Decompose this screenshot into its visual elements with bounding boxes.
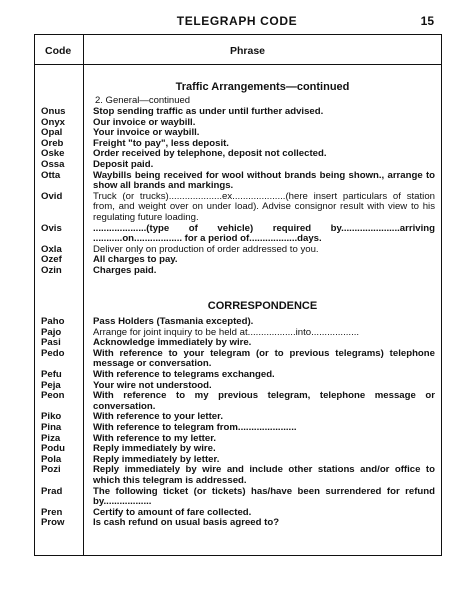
phrase-text: Deliver only on production of order addressed to you. <box>93 243 319 255</box>
code-column-header: Code <box>45 45 72 57</box>
code-word: Pedo <box>41 347 65 359</box>
phrase-text: Our invoice or waybill. <box>93 116 196 128</box>
section-title-correspondence: CORRESPONDENCE <box>207 300 318 312</box>
table-row <box>35 317 441 328</box>
header-rule <box>35 64 441 65</box>
phrase-text: Order received by telephone, deposit not collected. <box>93 148 327 160</box>
code-word: Oske <box>41 148 65 160</box>
phrase-text: Charges paid. <box>93 264 157 276</box>
table-row <box>35 107 441 118</box>
code-word: Pren <box>41 506 63 518</box>
phrase-text: Is cash refund on usual basis agreed to? <box>93 517 280 529</box>
code-word: Pozi <box>41 464 61 476</box>
code-word: Oxla <box>41 243 62 255</box>
page-number: 15 <box>420 14 434 28</box>
phrase-text: Reply immediately by wire. <box>93 443 216 455</box>
code-word: Prad <box>41 485 63 497</box>
phrase-text: With reference to my previous telegram, telephone message or conversation. <box>93 390 435 412</box>
table-row <box>35 391 441 412</box>
code-word: Pefu <box>41 368 62 380</box>
code-word: Peja <box>41 379 61 391</box>
phrase-text: Reply immediately by wire and include other stations and/or office to which this telegram is addressed. <box>93 464 435 486</box>
code-word: Pina <box>41 421 62 433</box>
phrase-text: With reference to your letter. <box>93 411 223 423</box>
code-word: Peon <box>41 390 65 402</box>
table-row <box>35 160 441 171</box>
code-word: Ozef <box>41 254 62 266</box>
phrase-text: Truck (or trucks)....................ex....................(here insert particulars of station from, and weight over on under load). Advise consignor result with view to his regulating future loading. <box>93 190 435 223</box>
code-word: Otta <box>41 169 61 181</box>
section-subheading: 2. General—continued <box>95 95 191 106</box>
table-row <box>35 518 441 529</box>
phrase-text: With reference to telegram from...................... <box>93 421 297 433</box>
phrase-column-header: Phrase <box>230 45 266 57</box>
table-row <box>35 423 441 434</box>
code-word: Prow <box>41 517 65 529</box>
code-word: Paho <box>41 316 65 327</box>
code-word: Piza <box>41 432 61 444</box>
phrase-text: Acknowledge immediately by wire. <box>93 337 252 349</box>
phrase-text: With reference to your telegram (or to previous telegrams) telephone message or conversation. <box>93 347 435 370</box>
correspondence-rows <box>35 317 441 529</box>
table-row <box>35 266 441 277</box>
phrase-text: Waybills being received for wool without brands being shown., arrange to show all brands and markings. <box>93 169 435 192</box>
code-word: Podu <box>41 443 65 455</box>
table-row <box>35 487 441 508</box>
code-word: Pasi <box>41 337 61 349</box>
table-row <box>35 224 441 245</box>
table-row <box>35 465 441 486</box>
table-row <box>35 349 441 370</box>
code-word: Pola <box>41 453 62 465</box>
code-word: Onyx <box>41 116 65 128</box>
table-row <box>35 370 441 381</box>
phrase-text: With reference to telegrams exchanged. <box>93 368 275 380</box>
code-word: Onus <box>41 106 66 117</box>
phrase-text: Reply immediately by letter. <box>93 453 220 465</box>
phrase-text: Your wire not understood. <box>93 379 212 391</box>
phrase-text: Your invoice or waybill. <box>93 127 200 139</box>
code-word: Opal <box>41 127 63 139</box>
code-word: Ozin <box>41 264 62 276</box>
code-table <box>34 34 442 556</box>
table-row <box>35 192 441 224</box>
code-word: Pajo <box>41 326 62 338</box>
code-word: Ovis <box>41 222 62 234</box>
code-word: Oreb <box>41 137 64 149</box>
phrase-text: Pass Holders (Tasmania excepted). <box>93 316 254 327</box>
section-title-traffic: Traffic Arrangements—continued <box>175 81 350 93</box>
phrase-text: All charges to pay. <box>93 254 178 266</box>
code-word: Ovid <box>41 190 63 202</box>
traffic-rows <box>35 107 441 277</box>
code-word: Piko <box>41 411 62 423</box>
phrase-text: Certify to amount of fare collected. <box>93 506 252 518</box>
page-header-title: TELEGRAPH CODE <box>176 14 298 28</box>
phrase-text: The following ticket (or tickets) has/have been surrendered for refund by.................. <box>93 485 435 508</box>
code-word: Ossa <box>41 158 65 170</box>
phrase-text: Arrange for joint inquiry to be held at..................into.................. <box>93 326 360 338</box>
phrase-text: ....................(type of vehicle) required by......................arriving ...........on.................. for a period of..................days. <box>93 222 435 245</box>
phrase-text: Freight "to pay", less deposit. <box>93 137 229 149</box>
table-row <box>35 171 441 192</box>
phrase-text: Deposit paid. <box>93 158 154 170</box>
phrase-text: Stop sending traffic as under until further advised. <box>93 106 324 117</box>
phrase-text: With reference to my letter. <box>93 432 217 444</box>
